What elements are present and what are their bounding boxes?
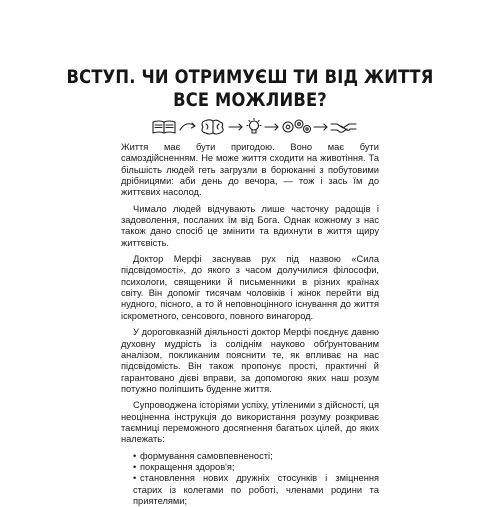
handshake-icon: [331, 124, 356, 132]
chapter-title-line-2: ВСЕ МОЖЛИВЕ?: [173, 89, 327, 111]
bullet-marker: •: [133, 461, 137, 472]
list-item: • становлення нових дружніх стосунків і зміцнення старих із колегами по роботі, членами родини та приятелями;: [133, 473, 379, 506]
paragraph-5: Супроводжена історіями успіху, утіленими з дійсності, ця неоціненна інструкція до використання розуму розкриває таємниці переможного досягнення багатьох цілей, до яких належать:: [121, 400, 379, 445]
brain-icon: [202, 120, 223, 134]
gears-icon: [283, 120, 311, 133]
chapter-body: [121, 142, 379, 507]
right-arrow-icon: [265, 124, 278, 130]
chapter-title-line-1: ВСТУП. ЧИ ОТРИМУЄШ ТИ ВІД ЖИТТЯ: [66, 66, 434, 88]
right-arrow-icon: [314, 124, 327, 130]
bullet-marker: •: [133, 473, 137, 484]
curved-arrow-icon: [180, 123, 195, 130]
list-item: • формування самовпевненості;: [133, 450, 273, 461]
icon-strip: [151, 118, 361, 136]
paragraph-2: Чимало людей відчувають лише часточку радощів і задоволення, посланих їм від Бога. Однак кожному з нас також дано спосіб це змінити та вдихнути в життя щиру життєвість.: [121, 203, 379, 248]
bullet-marker: •: [133, 450, 137, 461]
goals-list: [121, 451, 379, 507]
paragraph-3: Доктор Мерфі заснував рух під назвою «Сила підсвідомості», до якого з часом долучилися філософи, психологи, священики й письменники в різних країнах світу. Він допоміг тисячам чоловіків і жінок перейти від нудного, пісного, а то й неповноцінного існування до життя іскрометного, сенсового, повного винагород.: [121, 254, 379, 321]
lightbulb-icon: [247, 119, 261, 134]
open-book-icon: [153, 121, 175, 133]
paragraph-1: Життя має бути пригодою. Воно має бути самоздійсненням. Не може життя сходити на животіння. Та більшість людей геть загрузли в борюканні з побутовими дрібницями: аби день до вечора, — тож і зась їм до життєвих насолод.: [121, 142, 379, 198]
right-arrow-icon: [229, 124, 242, 130]
list-item: • покращення здоров'я;: [133, 461, 235, 472]
paragraph-4: У дороговказній діяльності доктор Мерфі поєднує давню духовну мудрість із соліднім науково обґрунтованим аналізом, покликаним пояснити те, як впливає на нас підсвідомість. Він також пропонує прості, практичні й гарантовано дієві вправи, за допомогою яких наш розум потужно поліпшить буденне життя.: [121, 327, 379, 394]
